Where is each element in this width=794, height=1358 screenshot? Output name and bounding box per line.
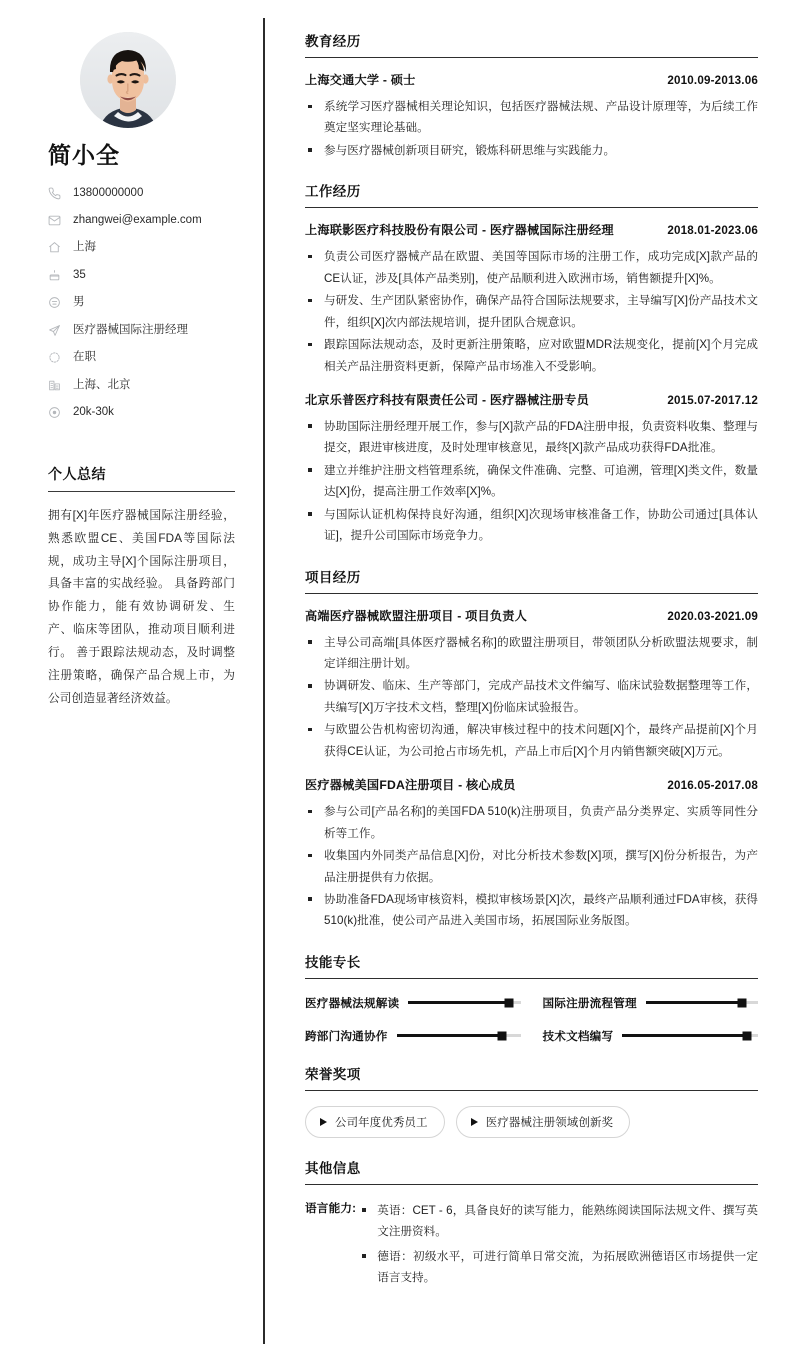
summary-section — [48, 464, 235, 710]
skill-knob[interactable] — [743, 1031, 752, 1040]
summary-text: 拥有[X]年医疗器械国际注册经验，熟悉欧盟CE、美国FDA等国际法规，成功主导[X]个国际注册项目，具备丰富的实战经验。 具备跨部门协作能力，能有效协调研发、生产、临床等团队，推动项目顺利进行。 善于跟踪法规动态，及时调整注册策略，确保产品合规上市，为公司创造显著经济效益。 — [48, 509, 235, 705]
skills-section — [305, 951, 758, 1044]
award-label: 医疗器械注册领域创新奖 — [485, 1116, 614, 1129]
entry-date: 2016.05-2017.08 — [667, 779, 758, 793]
language-item: 德语：初级水平，可进行简单日常交流，为拓展欧洲德语区市场提供一定语言支持。 — [360, 1246, 758, 1289]
projects-section — [305, 566, 758, 932]
other-info-section — [305, 1157, 758, 1292]
skill-fill — [397, 1034, 502, 1037]
paper-plane-icon — [48, 324, 64, 337]
bullet-item: 跟踪国际法规动态，及时更新注册策略，应对欧盟MDR法规变化，提前[X]个月完成相关产品注册资料更新，保障产品市场准入不受影响。 — [305, 334, 758, 377]
entry-bullets — [305, 96, 758, 161]
refresh-icon — [48, 351, 64, 364]
entry-title: 医疗器械美国FDA注册项目 - 核心成员 — [305, 778, 516, 793]
contact-value: zhangwei@example.com — [73, 214, 202, 227]
entry-header — [305, 607, 758, 624]
language-item: 英语：CET - 6，具备良好的读写能力，能熟练阅读国际法规文件、撰写英文注册资料。 — [360, 1200, 758, 1243]
skill-item — [543, 1028, 759, 1044]
language-list — [360, 1200, 758, 1292]
entry-header — [305, 776, 758, 793]
contact-preferred-cities — [48, 378, 235, 393]
entry-date: 2015.07-2017.12 — [667, 393, 758, 407]
contact-value: 35 — [73, 268, 86, 281]
skill-item — [305, 1028, 521, 1044]
skill-label: 跨部门沟通协作 — [305, 1029, 388, 1043]
entry-date: 2010.09-2013.06 — [667, 74, 758, 87]
entry-bullets — [305, 416, 758, 547]
awards-section — [305, 1063, 758, 1138]
skill-label: 医疗器械法规解读 — [305, 996, 400, 1010]
skill-slider[interactable] — [408, 1001, 520, 1004]
avatar-container — [48, 32, 208, 128]
contact-email[interactable] — [48, 213, 235, 228]
skill-knob[interactable] — [738, 998, 747, 1007]
cake-icon — [48, 269, 64, 282]
project-entry — [305, 607, 758, 763]
skill-label: 国际注册流程管理 — [542, 996, 637, 1010]
bullet-item: 建立并维护注册文档管理系统，确保文件准确、完整、可追溯，管理[X]类文件，数量达[X]份，提高注册工作效率[X]%。 — [305, 460, 758, 503]
bullet-item: 协调研发、临床、生产等部门，完成产品技术文件编写、临床试验数据整理等工作，共编写[X]万字技术文档，整理[X]份临床试验报告。 — [305, 675, 758, 718]
person-name: 简小全 — [48, 142, 120, 168]
skill-slider[interactable] — [646, 1001, 758, 1004]
contact-location — [48, 240, 235, 255]
contact-value: 上海、北京 — [73, 378, 131, 391]
entry-date: 2020.03-2021.09 — [667, 609, 758, 623]
projects-heading: 项目经历 — [305, 566, 758, 594]
envelope-icon — [48, 214, 64, 227]
entry-header — [305, 221, 758, 238]
contact-value: 医疗器械国际注册经理 — [73, 323, 188, 336]
bullet-item: 协助国际注册经理开展工作，参与[X]款产品的FDA注册申报，负责资料收集、整理与提交，跟进审核进度，及时处理审核意见，最终[X]款产品成功获得FDA批准。 — [305, 416, 758, 459]
work-entry — [305, 391, 758, 547]
other-info-heading: 其他信息 — [305, 1157, 758, 1185]
contact-list — [48, 186, 235, 420]
bullet-item: 协助准备FDA现场审核资料，模拟审核场景[X]次，最终产品顺利通过FDA审核，获得510(k)批准，使公司产品进入美国市场，拓展国际业务版图。 — [305, 889, 758, 932]
bullet-item: 与国际认证机构保持良好沟通，组织[X]次现场审核准备工作，协助公司通过[具体认证]，提升公司国际市场竞争力。 — [305, 504, 758, 547]
bullet-item: 主导公司高端[具体医疗器械名称]的欧盟注册项目，带领团队分析欧盟法规要求，制定详细注册计划。 — [305, 632, 758, 675]
home-icon — [48, 241, 64, 254]
language-label: 语言能力: — [305, 1201, 357, 1215]
skill-fill — [622, 1034, 747, 1037]
skill-knob[interactable] — [505, 998, 514, 1007]
project-entry — [305, 776, 758, 932]
language-row — [305, 1198, 758, 1292]
contact-gender — [48, 295, 235, 310]
skill-item — [543, 995, 759, 1011]
award-badge[interactable] — [456, 1106, 631, 1138]
contact-job-title — [48, 323, 235, 338]
bullet-item: 与研发、生产团队紧密协作，确保产品符合国际法规要求，主导编写[X]份产品技术文件，组织[X]次内部法规培训，提升团队合规意识。 — [305, 290, 758, 333]
awards-row — [305, 1104, 758, 1138]
skill-fill — [408, 1001, 509, 1004]
play-triangle-icon — [320, 1118, 327, 1126]
award-label: 公司年度优秀员工 — [335, 1116, 428, 1129]
skills-grid — [305, 992, 758, 1044]
skill-fill — [646, 1001, 742, 1004]
entry-header — [305, 391, 758, 408]
entry-title: 高端医疗器械欧盟注册项目 - 项目负责人 — [305, 608, 528, 623]
contact-phone[interactable] — [48, 186, 235, 201]
skill-slider[interactable] — [622, 1034, 758, 1037]
skills-heading: 技能专长 — [305, 951, 758, 979]
summary-heading: 个人总结 — [48, 464, 235, 492]
contact-salary — [48, 405, 235, 420]
phone-icon — [48, 187, 64, 200]
awards-heading: 荣誉奖项 — [305, 1063, 758, 1091]
building-icon — [48, 379, 64, 392]
entry-bullets — [305, 632, 758, 763]
education-heading: 教育经历 — [305, 30, 758, 58]
contact-age — [48, 268, 235, 283]
bullet-item: 收集国内外同类产品信息[X]份，对比分析技术参数[X]项，撰写[X]份分析报告，为产品注册提供有力依据。 — [305, 845, 758, 888]
skill-knob[interactable] — [497, 1031, 506, 1040]
skill-label: 技术文档编写 — [542, 1029, 614, 1043]
entry-title: 北京乐普医疗科技有限责任公司 - 医疗器械注册专员 — [305, 392, 589, 407]
skill-slider[interactable] — [397, 1034, 521, 1037]
entry-bullets — [305, 246, 758, 377]
contact-value: 上海 — [73, 241, 96, 254]
target-icon — [48, 406, 64, 419]
work-entry — [305, 221, 758, 377]
contact-status — [48, 350, 235, 365]
entry-date: 2018.01-2023.06 — [667, 224, 758, 238]
work-section — [305, 180, 758, 546]
bullet-item: 负责公司医疗器械产品在欧盟、美国等国际市场的注册工作，成功完成[X]款产品的CE认证，涉及[具体产品类别]，使产品顺利进入欧洲市场，销售额提升[X]%。 — [305, 246, 758, 289]
skill-item — [305, 995, 521, 1011]
work-heading: 工作经历 — [305, 180, 758, 208]
avatar-photo — [80, 32, 176, 128]
avatar — [80, 32, 176, 128]
education-entry — [305, 71, 758, 161]
gender-icon — [48, 296, 64, 309]
sidebar — [0, 0, 265, 1358]
main-content — [265, 0, 794, 1358]
entry-title: 上海联影医疗科技股份有限公司 - 医疗器械国际注册经理 — [305, 223, 614, 238]
contact-value: 13800000000 — [73, 186, 144, 199]
contact-value: 在职 — [73, 351, 96, 364]
entry-title: 上海交通大学 - 硕士 — [305, 73, 416, 87]
contact-value: 男 — [73, 296, 85, 309]
award-badge[interactable] — [305, 1106, 445, 1138]
bullet-item: 系统学习医疗器械相关理论知识，包括医疗器械法规、产品设计原理等，为后续工作奠定坚实理论基础。 — [305, 96, 758, 139]
entry-header — [305, 71, 758, 88]
bullet-item: 参与医疗器械创新项目研究，锻炼科研思维与实践能力。 — [305, 140, 758, 161]
bullet-item: 参与公司[产品名称]的美国FDA 510(k)注册项目，负责产品分类界定、实质等同性分析等工作。 — [305, 801, 758, 844]
bullet-item: 与欧盟公告机构密切沟通，解决审核过程中的技术问题[X]个，最终产品提前[X]个月获得CE认证，为公司抢占市场先机，产品上市后[X]个月内销售额突破[X]万元。 — [305, 719, 758, 762]
contact-value: 20k-30k — [73, 406, 114, 419]
entry-bullets — [305, 801, 758, 932]
play-triangle-icon — [471, 1118, 478, 1126]
education-section — [305, 30, 758, 161]
